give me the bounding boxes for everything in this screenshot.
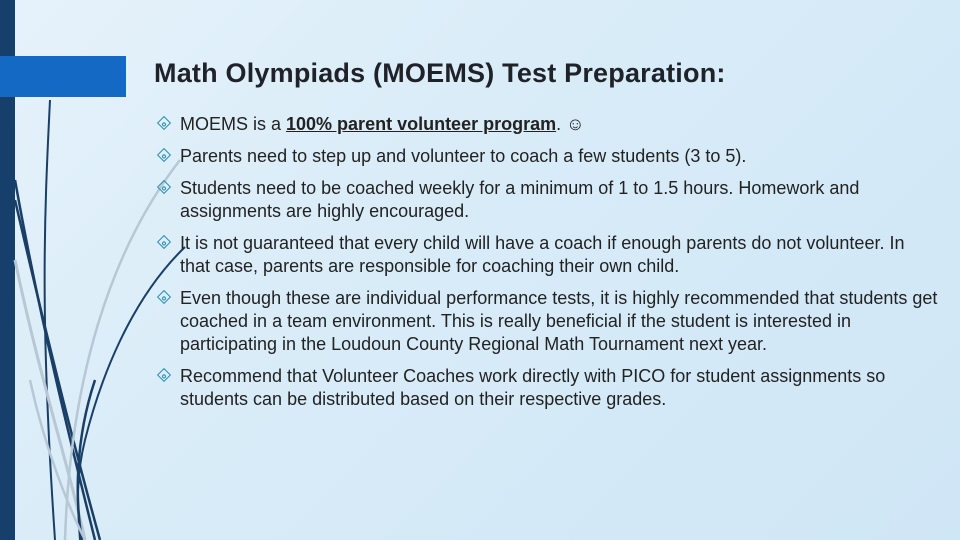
bullet-text: Even though these are individual performance tests, it is highly recommended that students get coached in a team environment. This is really beneficial if the student is interested in participating in the Loudoun County Regional Math Tournament next year.	[180, 288, 938, 354]
bullet-item	[158, 145, 938, 168]
diamond-bullet-icon	[157, 148, 171, 162]
bullet-text: MOEMS is a	[180, 114, 287, 134]
diamond-bullet-icon	[157, 116, 171, 130]
diamond-bullet-icon	[157, 180, 171, 194]
bullet-emphasis: 100% parent volunteer program	[286, 114, 557, 134]
bullet-item	[158, 113, 938, 136]
bullet-item	[158, 365, 938, 411]
diamond-bullet-icon	[157, 290, 171, 304]
bullet-list	[158, 113, 938, 420]
bullet-text: Recommend that Volunteer Coaches work directly with PICO for student assignments so students can be distributed based on their respective grades.	[180, 366, 886, 409]
bullet-text: Students need to be coached weekly for a minimum of 1 to 1.5 hours. Homework and assignments are highly encouraged.	[180, 178, 860, 221]
bullet-item	[158, 232, 938, 278]
diamond-bullet-icon	[157, 235, 171, 249]
bullet-item	[158, 177, 938, 223]
bullet-item	[158, 287, 938, 356]
arrow-banner-tip	[106, 56, 126, 96]
slide-title: Math Olympiads (MOEMS) Test Preparation:	[154, 58, 726, 88]
bullet-text: Parents need to step up and volunteer to coach a few students (3 to 5).	[180, 146, 747, 166]
diamond-bullet-icon	[157, 368, 171, 382]
bullet-text: It is not guaranteed that every child will have a coach if enough parents do not volunteer. In that case, parents are responsible for coaching their own child.	[180, 233, 905, 276]
bullet-suffix: . ☺	[556, 114, 585, 134]
